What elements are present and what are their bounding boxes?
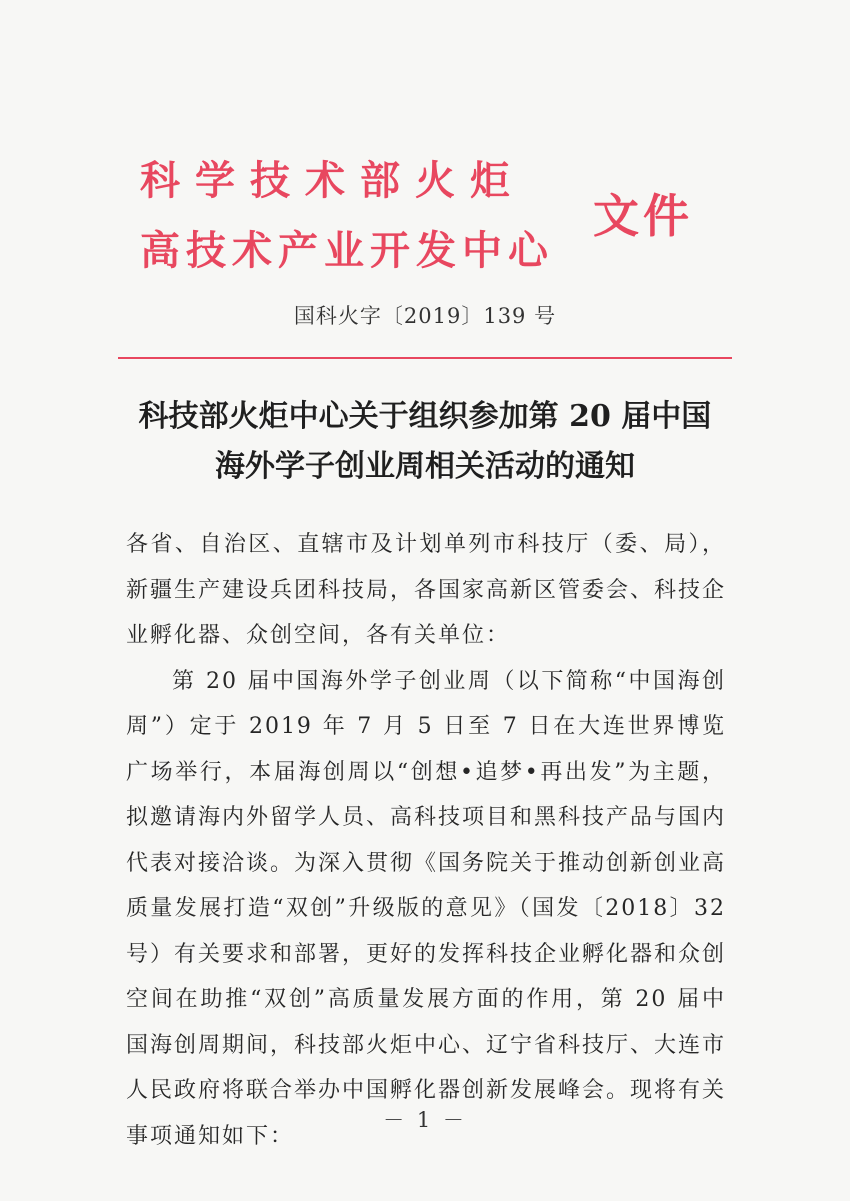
document-body xyxy=(126,522,726,1159)
organization-name-line-2: 高技术产业开发中心 xyxy=(140,227,554,274)
document-type-label: 文件 xyxy=(593,189,693,243)
document-number: 国科火字〔2019〕139 号 xyxy=(293,304,557,328)
title-line-2: 海外学子创业周相关活动的通知 xyxy=(215,449,635,484)
red-divider-line xyxy=(118,357,732,359)
page-number: － 1 － xyxy=(383,1108,467,1132)
title-line-1: 科技部火炬中心关于组织参加第 20 届中国 xyxy=(138,399,712,434)
body-paragraph: 第 20 届中国海外学子创业周（以下简称“中国海创周”）定于 2019 年 7 月 5 日至 7 日在大连世界博览广场举行，本届海创周以“创想•追梦•再出发”为主题，拟邀请海内外留学人员、高科技项目和黑科技产品与国内代表对接洽谈。为深入贯彻《国务院关于推动创新创业高质量发展打造“双创”升级版的意见》（国发〔2018〕32 号）有关要求和部署，更好的发挥科技企业孵化器和众创空间在助推“双创”高质量发展方面的作用，第 20 届中国海创周期间，科技部火炬中心、辽宁省科技厅、大连市人民政府将联合举办中国孵化器创新发展峰会。现将有关事项通知如下： xyxy=(126,668,727,1149)
document-title xyxy=(0,392,850,492)
addressee-paragraph: 各省、自治区、直辖市及计划单列市科技厅（委、局），新疆生产建设兵团科技局，各国家高新区管委会、科技企业孵化器、众创空间，各有关单位： xyxy=(126,532,727,648)
issuing-organization xyxy=(140,152,580,280)
organization-name-line-1: 科学技术部火炬 xyxy=(140,157,525,204)
